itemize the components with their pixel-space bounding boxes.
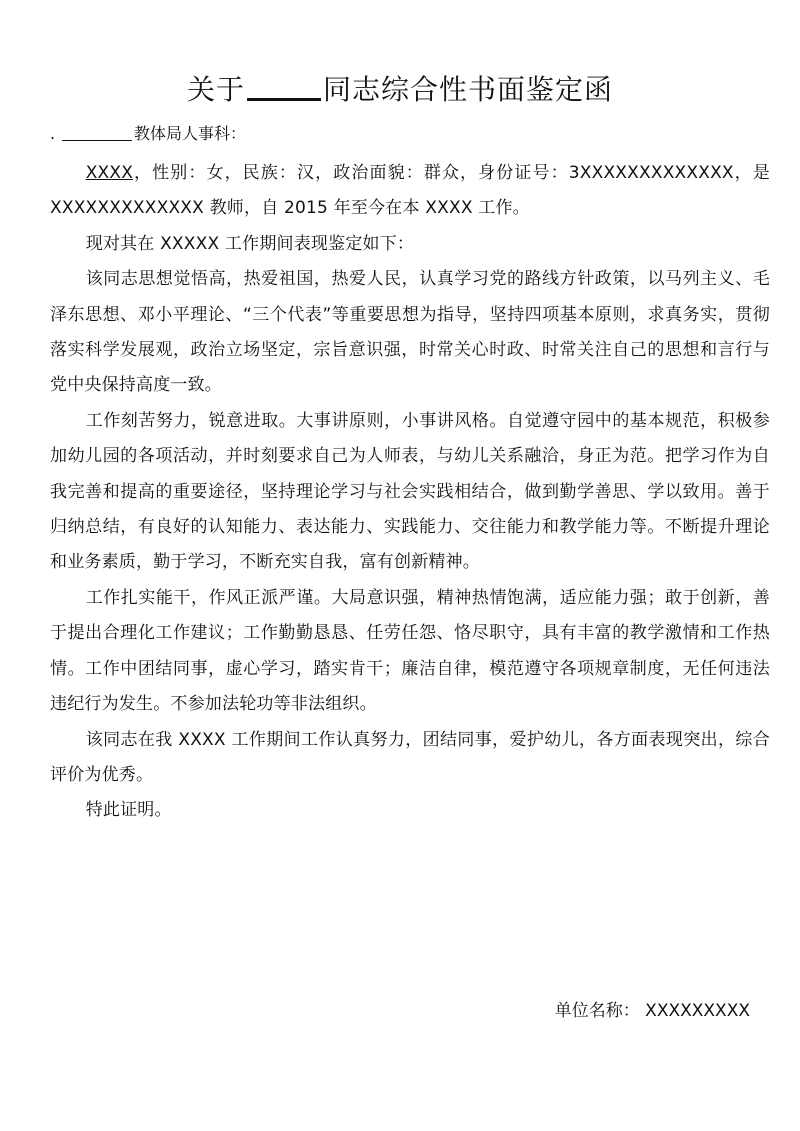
title-suffix: 同志综合性书面鉴定函 [323,73,614,106]
recipient-text: 教体局人事科： [134,124,247,143]
recipient-blank [62,122,132,141]
intro-text: ，性别：女，民族：汉，政治面貌：群众，身份证号：3XXXXXXXXXXXXX，是 XXXXXXXXXXXXX 教师，自 2015 年至今在本 XXXX 工作。 [50,163,770,219]
intro-paragraph [50,156,770,227]
title-name-blank [247,68,321,101]
title-prefix: 关于 [186,73,245,106]
closing-paragraph: 特此证明。 [85,800,172,821]
document-title [0,68,800,110]
body-paragraph: 该同志思想觉悟高，热爱祖国，热爱人民，认真学习党的路线方针政策，以马列主义、毛泽东思想、邓小平理论、“三个代表”等重要思想为指导，坚持四项基本原则，求真务实，贯彻落实科学发展观，政治立场坚定，宗旨意识强，时常关心时政、时常关注自己的思想和言行与党中央保持高度一致。 [50,269,770,396]
subject-name: XXXX [85,163,134,183]
recipient-prefix: . [50,124,56,143]
signature-line: 单位名称： XXXXXXXXX [554,1001,750,1021]
body-paragraph: 该同志在我 XXXX 工作期间工作认真努力，团结同事，爱护幼儿，各方面表现突出，综合评价为优秀。 [50,729,770,785]
body-paragraph: 现对其在 XXXXX 工作期间表现鉴定如下： [85,233,415,254]
body-paragraph: 工作刻苦努力，锐意进取。大事讲原则，小事讲风格。自觉遵守园中的基本规范，积极参加幼儿园的各项活动，并时刻要求自己为人师表，与幼儿关系融洽，身正为范。把学习作为自我完善和提高的重要途径，坚持理论学习与社会实践相结合，做到勤学善思、学以致用。善于归纳总结，有良好的认知能力、表达能力、实践能力、交往能力和教学能力等。不断提升理论和业务素质，勤于学习，不断充实自我，富有创新精神。 [50,410,770,573]
document-body [50,156,770,829]
body-paragraph: 工作扎实能干，作风正派严谨。大局意识强，精神热情饱满，适应能力强；敢于创新，善于提出合理化工作建议；工作勤勤恳恳、任劳任怨、恪尽职守，具有丰富的教学激情和工作热情。工作中团结同事，虚心学习，踏实肯干；廉洁自律，模范遵守各项规章制度，无任何违法违纪行为发生。不参加法轮功等非法组织。 [50,587,770,715]
recipient-line [50,122,246,146]
